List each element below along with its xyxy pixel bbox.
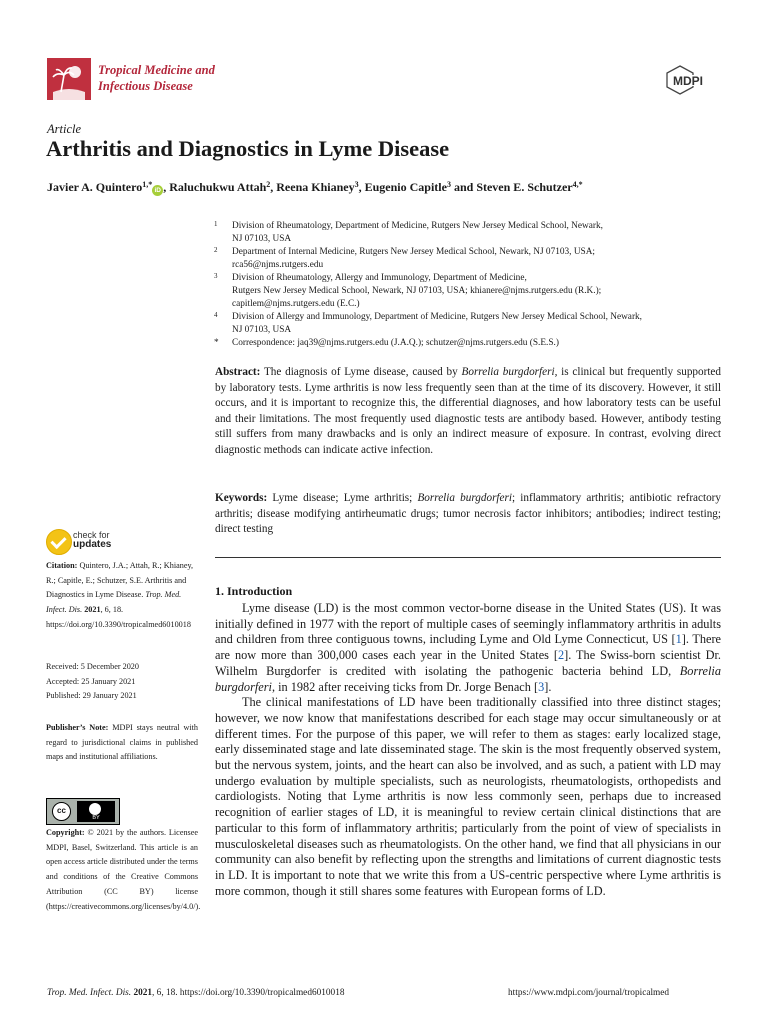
abstract-species: Borrelia burgdorferi, [461, 366, 558, 378]
author-name[interactable]: Eugenio Capitle [364, 180, 447, 194]
correspondence-mark: * [214, 338, 219, 348]
footer-citation [47, 988, 345, 998]
orcid-icon[interactable]: iD [152, 185, 163, 196]
check-for-updates-button[interactable] [46, 529, 146, 557]
footer-year: 2021 [133, 988, 153, 998]
journal-name-line1: Tropical Medicine and [98, 63, 215, 77]
journal-name [98, 63, 215, 94]
publisher-note-label: Publisher’s Note: [46, 723, 109, 732]
cc-icon: cc [52, 802, 71, 821]
check-for-updates-label [73, 530, 111, 550]
author-affiliation-mark: 2 [266, 180, 271, 189]
paragraph-text: Lyme disease (LD) is the most common vector-borne disease in the United States (US). It was initially defined in 1977 with the report of multiple cases of seemingly inflammatory arthritis in adults and children from three contiguous towns, including Lyme and Old Lyme Connecticut, US [ [215, 601, 721, 647]
cc-by-license-badge[interactable] [46, 798, 120, 825]
check-icon [46, 529, 72, 555]
affiliation-text: Department of Internal Medicine, Rutgers New Jersey Medical School, Newark, NJ 07103, USA; rca56@njms.rutgers.edu [232, 247, 596, 270]
citation-text: Quintero, J.A.; Attah, R.; Khianey, R.; Capitle, E.; Schutzer, S.E. Arthritis and Diagnostics in Lyme Disease. [46, 561, 194, 600]
footer-journal-url[interactable]: https://www.mdpi.com/journal/tropicalmed [508, 988, 670, 998]
check-for-updates-line2: updates [73, 539, 112, 550]
paragraph [215, 601, 721, 695]
citation-doi[interactable]: , 6, 18. https://doi.org/10.3390/tropicalmed6010018 [46, 605, 191, 629]
footer-doi[interactable]: , 6, 18. https://doi.org/10.3390/tropicalmed6010018 [152, 988, 345, 998]
keywords-label: Keywords: [215, 492, 268, 504]
by-label: BY [92, 815, 100, 821]
publisher-note-text: MDPI stays neutral with regard to jurisdictional claims in published maps and institutional affiliations. [46, 723, 199, 762]
keywords [215, 491, 721, 538]
citation-label: Citation: [46, 561, 78, 570]
copyright-text: © 2021 by the authors. Licensee MDPI, Basel, Switzerland. This article is an open access article distributed under the terms and conditions of the Creative Commons Attribution (CC BY) license (https://creativecommons.org/licenses/by/4.0/). [46, 828, 201, 911]
author-name[interactable]: Javier A. Quintero [47, 180, 143, 194]
received-date: Received: 5 December 2020 [46, 662, 139, 671]
author-affiliation-mark: 3 [354, 180, 359, 189]
reference-link[interactable]: 3 [538, 679, 545, 694]
divider [215, 557, 721, 558]
author-affiliation-mark: 4,* [572, 180, 583, 189]
affiliation-item [214, 311, 729, 337]
paragraph-text: ]. [544, 679, 552, 694]
affiliation-number: 4 [214, 311, 218, 319]
copyright-block [46, 826, 201, 914]
correspondence-item [214, 337, 729, 350]
author-separator: , [358, 180, 365, 194]
keywords-text: Lyme disease; Lyme arthritis; [272, 492, 418, 504]
body-text [215, 601, 721, 899]
paragraph-text: ]. There are now more than 300,000 cases each year in the United States [ [215, 632, 721, 663]
author-separator: , [270, 180, 277, 194]
author-name[interactable]: Steven E. Schutzer [476, 180, 573, 194]
keywords-text: ; inflammatory arthritis; antibiotic refractory arthritis; disease modifying antirheumatic drugs; tumor necrosis factor inhibitors; antibodies; indirect testing; direct testing [215, 492, 722, 535]
abstract-text: The diagnosis of Lyme disease, caused by [263, 366, 462, 378]
section-heading: 1. Introduction [215, 584, 293, 598]
keywords-species: Borrelia burgdorferi [417, 492, 512, 504]
author-name[interactable]: Raluchukwu Attah [169, 180, 267, 194]
footer-journal: Trop. Med. Infect. Dis. [47, 988, 132, 998]
abstract [215, 365, 721, 458]
affiliation-number: 2 [214, 246, 218, 254]
paragraph: The clinical manifestations of LD have been traditionally classified into three distinct stages; however, we now know that manifestations described for each stage may occur simultaneously or at different times. For the purpose of this paper, we will refer to them as stages: early localized stage, early disseminated stage and late disseminated stage. The skin is the most frequently observed system, but the nervous system, joints, and the heart can also be involved, and as such, a patient with LD may undergo evaluation by multiple specialists, such as neurologists, rheumatologists, orthopedists and cardiologists. Noting that Lyme arthritis is now less commonly seen, perhaps due to increased recognition of earlier stages of LD, it is meaningful to review certain clinical distinctions that are particular to this form of inflammatory arthritis; particularly from the point of view of specialists in musculoskeletal diseases such as rheumatologists. On the other hand, we find that all physicians in our community can also benefit by reflecting upon the strengths and limitations of current diagnostic tests in LD. It is important to note that we write this from a US-centric perspective where Lyme arthritis is more common, though it still shares some features with European forms of LD. [215, 695, 721, 898]
affiliation-text: Division of Rheumatology, Allergy and Immunology, Department of Medicine, Rutgers New Jersey Medical School, Newark, NJ 07103, USA; khianere@njms.rutgers.edu (R.K.); capitlem@njms.rutgers.edu (E.C.) [232, 273, 602, 309]
author-name[interactable]: Reena Khianey [276, 180, 355, 194]
affiliation-number: 1 [214, 220, 218, 228]
affiliation-item [214, 246, 729, 272]
abstract-text: is clinical but frequently supported by laboratory tests. Lyme arthritis is now less frequently seen than at the time of its discovery. However, it still occurs, and it is important to recognize this, the differential diagnoses, and how laboratory tests can be useful and their limitations. The most frequently used diagnostic tests are antibody based. However, antibody testing still suffers from many drawbacks and is only an indirect measure of exposure. In contrast, evolving direct diagnostic methods can indicate active infection. [215, 366, 721, 456]
copyright-label: Copyright: [46, 828, 85, 837]
dates-block [46, 660, 198, 704]
author-separator: and [450, 180, 477, 194]
author-affiliation-mark: 1,* [142, 180, 153, 189]
author-separator: , [163, 180, 170, 194]
article-title: Arthritis and Diagnostics in Lyme Disease [46, 136, 450, 161]
journal-name-line2: Infectious Disease [98, 78, 193, 93]
mdpi-logo-text: MDPI [673, 74, 703, 88]
person-icon [89, 803, 101, 815]
affiliation-item [214, 272, 729, 311]
affiliation-text: Division of Rheumatology, Department of Medicine, Rutgers New Jersey Medical School, Newark, NJ 07103, USA [232, 221, 603, 244]
paragraph-text: ]. The Swiss-born scientist Dr. Wilhelm Burgdorfer is credited with isolating the pathogenic bacteria behind LD, [215, 648, 721, 678]
mdpi-logo-icon [666, 64, 724, 96]
journal-logo-icon [47, 58, 91, 100]
citation-journal: Trop. Med. Infect. Dis. [46, 590, 182, 615]
affiliation-item [214, 220, 729, 246]
abstract-label: Abstract: [215, 366, 261, 378]
article-type: Article [47, 122, 82, 136]
reference-link[interactable]: 2 [558, 648, 565, 663]
published-date: Published: 29 January 2021 [46, 691, 137, 701]
reference-link[interactable]: 1 [675, 632, 682, 647]
affiliation-text: Division of Allergy and Immunology, Department of Medicine, Rutgers New Jersey Medical School, Newark, NJ 07103, USA [232, 312, 643, 335]
citation-year: 2021 [84, 605, 101, 615]
affiliation-number: 3 [214, 272, 218, 280]
author-list [47, 180, 583, 196]
author-affiliation-mark: 3 [446, 180, 451, 189]
citation-block [46, 559, 198, 633]
accepted-date: Accepted: 25 January 2021 [46, 676, 136, 686]
affiliations-list [214, 220, 729, 350]
by-attribution-icon [77, 801, 115, 822]
species-name: Borrelia burgdorferi [215, 663, 721, 694]
check-for-updates-line1: check for [73, 530, 110, 540]
publisher-note [46, 721, 198, 765]
correspondence-text: Correspondence: jaq39@njms.rutgers.edu (J.A.Q.); schutzer@njms.rutgers.edu (S.E.S.) [232, 338, 559, 348]
paragraph-text: , in 1982 after receiving ticks from Dr. Jorge Benach [ [271, 679, 539, 694]
